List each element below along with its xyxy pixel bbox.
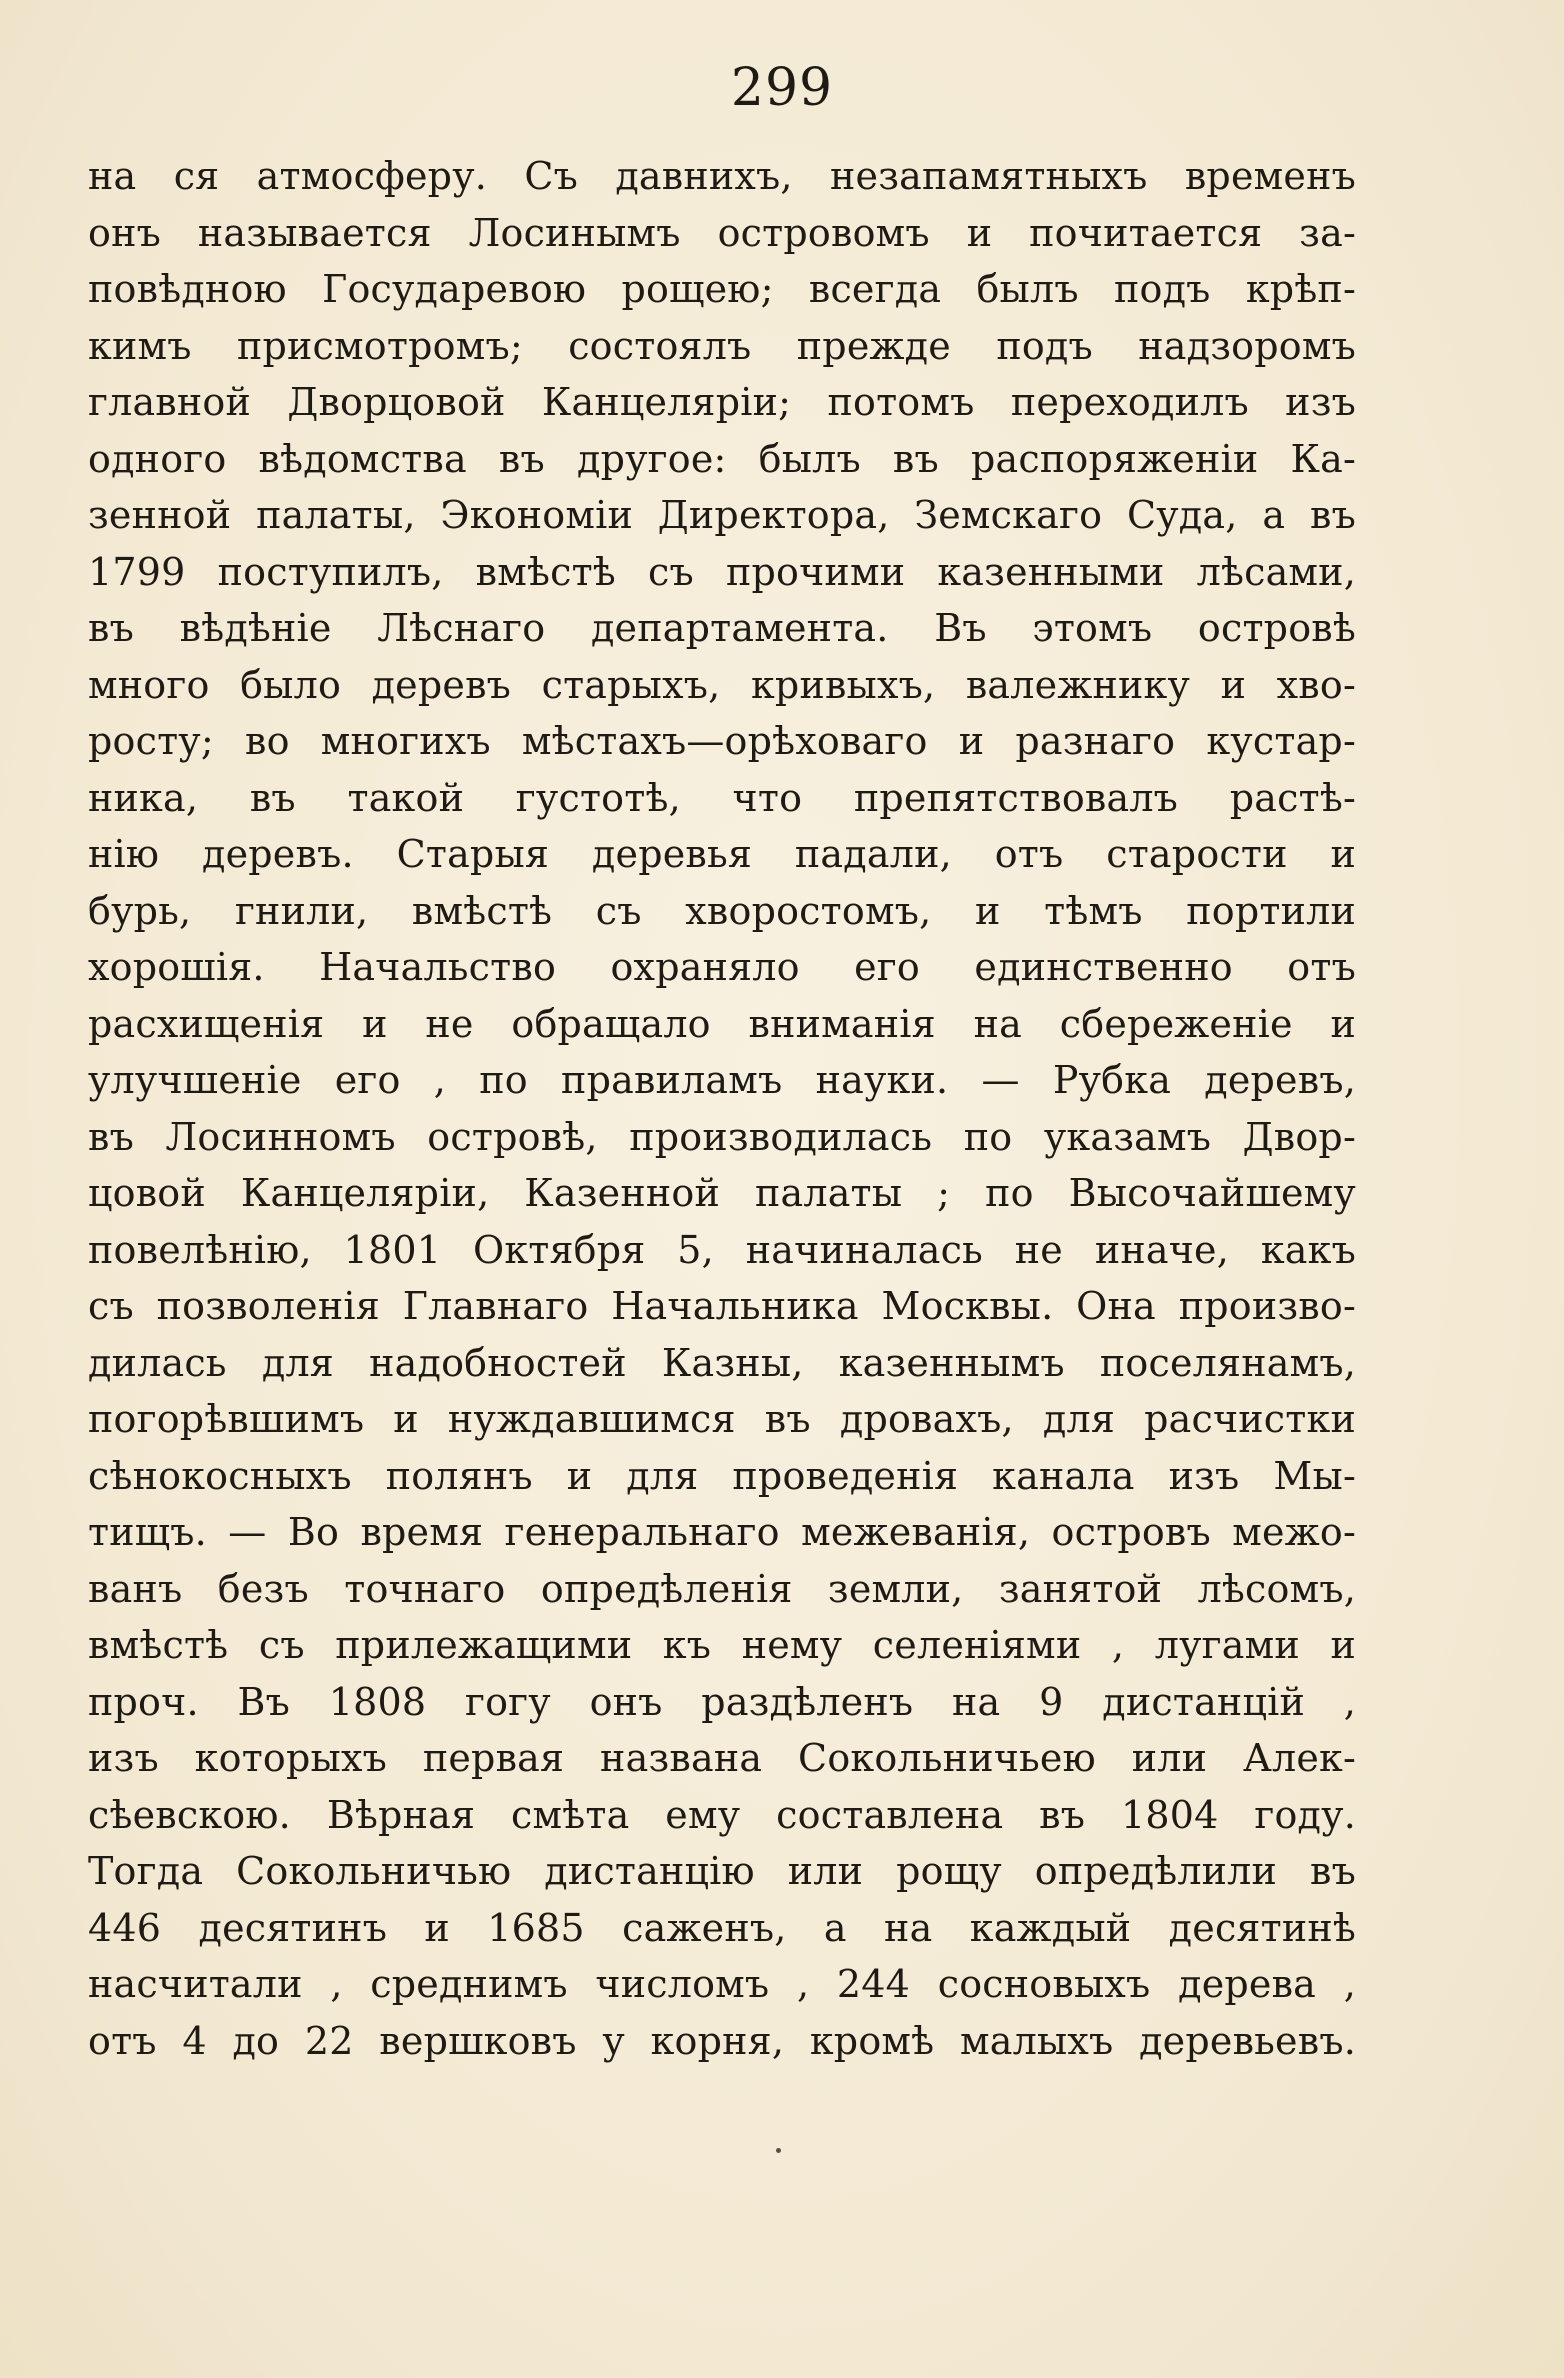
text-line: хорошія. Начальство охраняло его единственно отъ <box>88 945 1356 989</box>
text-line: ванъ безъ точнаго опредѣленія земли, занятой лѣсомъ, <box>88 1566 1356 1611</box>
text-line: сѣнокосныхъ полянъ и для проведенія канала изъ Мы- <box>88 1453 1356 1498</box>
text-line: вмѣстѣ съ прилежащими къ нему селеніями , лугами и <box>88 1623 1356 1667</box>
text-line: въ Лосинномъ островѣ, производилась по указамъ Двор- <box>88 1114 1356 1159</box>
text-line: 1799 поступилъ, вмѣстѣ съ прочими казенными лѣсами, <box>88 549 1356 594</box>
text-line: тищъ. — Во время генеральнаго межеванія, островъ межо- <box>88 1510 1356 1554</box>
page-number: 299 <box>730 58 834 118</box>
text-line: проч. Въ 1808 гогу онъ раздѣленъ на 9 дистанцій , <box>88 1679 1356 1724</box>
text-line: расхищенія и не обращало вниманія на сбереженіе и <box>88 1001 1356 1046</box>
text-line: много было деревъ старыхъ, кривыхъ, валежнику и хво- <box>88 662 1356 707</box>
text-line: цовой Канцеляріи, Казенной палаты ; по Высочайшему <box>88 1171 1356 1215</box>
text-line: дилась для надобностей Казны, казеннымъ поселянамъ, <box>88 1340 1356 1385</box>
text-line: кимъ присмотромъ; состоялъ прежде подъ надзоромъ <box>88 323 1356 368</box>
text-line: сѣевскою. Вѣрная смѣта ему составлена въ 1804 году. <box>88 1792 1356 1837</box>
text-line: повелѣнію, 1801 Октября 5, начиналась не иначе, какъ <box>88 1227 1356 1272</box>
text-line: онъ называется Лосинымъ островомъ и почитается за- <box>88 210 1356 255</box>
text-line: нію деревъ. Старыя деревья падали, отъ старости и <box>88 832 1356 876</box>
text-line: одного вѣдомства въ другое: былъ въ распоряженіи Ка- <box>88 436 1356 481</box>
text-line: ника, въ такой густотѣ, что препятствовалъ растѣ- <box>88 775 1356 820</box>
text-line: Тогда Сокольничью дистанцію или рощу опредѣлили въ <box>88 1849 1356 1893</box>
text-line: главной Дворцовой Канцеляріи; потомъ переходилъ изъ <box>88 380 1356 424</box>
text-line: отъ 4 до 22 вершковъ у корня, кромѣ малыхъ деревьевъ. <box>88 2018 1356 2063</box>
text-line: бурь, гнили, вмѣстѣ съ хворостомъ, и тѣмъ портили <box>88 888 1356 933</box>
text-line: изъ которыхъ первая названа Сокольничьею или Алек- <box>88 1736 1356 1780</box>
text-line: на ся атмосферу. Съ давнихъ, незапамятныхъ временъ <box>88 154 1356 198</box>
text-line: зенной палаты, Экономіи Директора, Земскаго Суда, а въ <box>88 493 1356 537</box>
text-line: въ вѣдѣніе Лѣснаго департамента. Въ этомъ островѣ <box>88 606 1356 650</box>
text-line: 446 десятинъ и 1685 саженъ, а на каждый десятинѣ <box>88 1905 1356 1950</box>
body-text <box>88 148 1356 2069</box>
text-line: погорѣвшимъ и нуждавшимся въ дровахъ, для расчистки <box>88 1397 1356 1441</box>
text-line: съ позволенія Главнаго Начальника Москвы. Она произво- <box>88 1284 1356 1328</box>
text-line: росту; во многихъ мѣстахъ—орѣховаго и разнаго кустар- <box>88 719 1356 763</box>
text-line: повѣдною Государевою рощею; всегда былъ подъ крѣп- <box>88 267 1356 311</box>
text-line: насчитали , среднимъ числомъ , 244 сосновыхъ дерева , <box>88 1962 1356 2006</box>
text-line: улучшеніе его , по правиламъ науки. — Рубка деревъ, <box>88 1058 1356 1102</box>
ink-speck <box>776 2148 781 2153</box>
